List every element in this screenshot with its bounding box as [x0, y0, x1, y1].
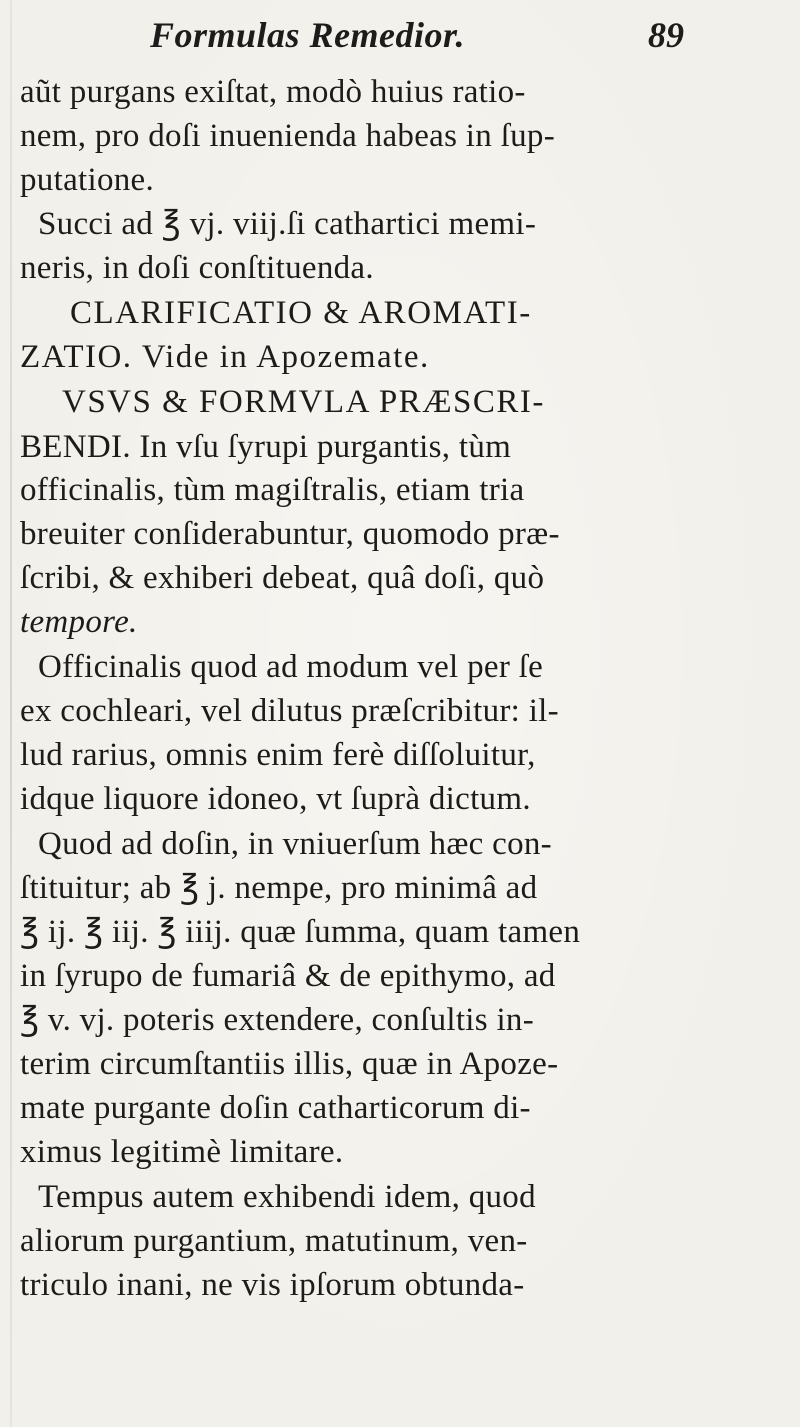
text-line: lud rarius, omnis enim ferè diſſoluitur,: [20, 737, 536, 773]
text-line: officinalis, tùm magiſtralis, etiam tria: [20, 472, 525, 508]
text-line: ℥ ij. ℥ iij. ℥ iiij. quæ ſumma, quam tamen: [20, 914, 581, 950]
text-line: aliorum purgantium, matutinum, ven-: [20, 1223, 528, 1259]
text-line: neris, in doſi conſtituenda.: [20, 250, 374, 286]
text-line: tempore.: [20, 604, 138, 640]
text-line: breuiter conſiderabuntur, quomodo præ-: [20, 516, 560, 552]
section-heading: ZATIO. Vide in Apozemate.: [20, 339, 430, 375]
text-line: ℥ v. vj. poteris extendere, conſultis in-: [20, 1002, 535, 1038]
text-line: ex cochleari, vel dilutus præſcribitur: il-: [20, 693, 559, 729]
text-line: Tempus autem exhibendi idem, quod: [38, 1179, 536, 1215]
text-line: BENDI. In vſu ſyrupi purgantis, tùm: [20, 429, 512, 465]
text-line: Succi ad ℥ vj. viij.ſi cathartici memi-: [38, 206, 537, 242]
text-line: terim circumſtantiis illis, quæ in Apoze-: [20, 1046, 559, 1082]
text-line: aũt purgans exiſtat, modò huius ratio-: [20, 74, 526, 110]
text-line: putatione.: [20, 162, 155, 198]
text-line: Officinalis quod ad modum vel per ſe: [38, 649, 544, 685]
section-heading: VSVS & FORMVLA PRÆSCRI-: [62, 384, 545, 420]
text-line: ſcribi, & exhiberi debeat, quâ doſi, quò: [20, 560, 545, 596]
text-line: mate purgante doſin catharticorum di-: [20, 1090, 531, 1126]
text-line: nem, pro doſi inuenienda habeas in ſup-: [20, 118, 555, 154]
section-heading: CLARIFICATIO & AROMATI-: [70, 295, 532, 331]
text-line: in ſyrupo de fumariâ & de epithymo, ad: [20, 958, 556, 994]
text-line: idque liquore idoneo, vt ſuprà dictum.: [20, 781, 531, 817]
page-header: [0, 14, 800, 64]
page-number: 89: [648, 15, 684, 55]
page-gutter: [10, 0, 12, 1427]
running-title: Formulas Remedior.: [150, 15, 466, 55]
text-line: triculo inani, ne vis ipſorum obtunda-: [20, 1267, 525, 1303]
text-line: Quod ad doſin, in vniuerſum hæc con-: [38, 826, 552, 862]
text-line: ſtituitur; ab ℥ j. nempe, pro minimâ ad: [20, 870, 538, 906]
text-line: ximus legitimè limitare.: [20, 1134, 344, 1170]
